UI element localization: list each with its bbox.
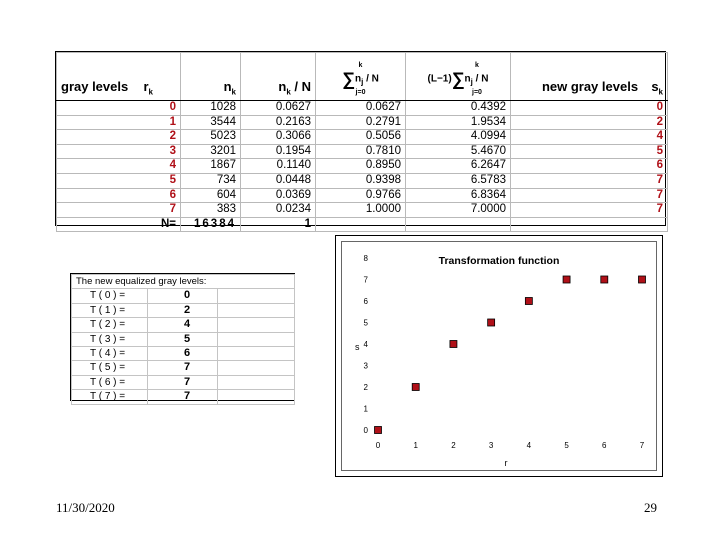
mapping-label: T ( 4 ) = <box>72 347 148 361</box>
scaled-value-cell: 0.4392 <box>406 101 511 116</box>
table-row <box>57 159 668 174</box>
header-scaled-cumulative <box>406 53 511 101</box>
cumulative-cell: 0.8950 <box>316 159 406 174</box>
pixel-count-cell: 1867 <box>181 159 241 174</box>
new-gray-level-cell: 4 <box>511 130 668 145</box>
pixel-count-cell: 3544 <box>181 115 241 130</box>
table-row <box>57 188 668 203</box>
mapping-value: 6 <box>148 347 218 361</box>
data-point <box>450 341 457 348</box>
mapping-label: T ( 0 ) = <box>72 289 148 303</box>
table-row <box>57 101 668 116</box>
cumulative-cell: 0.2791 <box>316 115 406 130</box>
data-point <box>375 427 382 434</box>
cumulative-cell: 0.0627 <box>316 101 406 116</box>
header-new-gray-levels <box>511 53 668 101</box>
data-points <box>375 276 646 434</box>
cum-sum-expr: n <box>354 74 362 85</box>
y-tick-label: 7 <box>363 275 368 285</box>
header-nkN-subscript: k <box>286 88 291 97</box>
probability-cell: 0.0369 <box>241 188 316 203</box>
equalization-table <box>55 51 666 230</box>
eq-table-row <box>72 361 295 375</box>
cumulative-sum-formula <box>342 61 379 98</box>
empty-cell <box>218 347 295 361</box>
new-gray-level-cell: 7 <box>511 188 668 203</box>
footer-date: 11/30/2020 <box>56 500 115 515</box>
cum-sum-tail: / N <box>363 74 379 85</box>
y-tick-label: 0 <box>363 426 368 435</box>
scaled-value-cell: 6.2647 <box>406 159 511 174</box>
scaled-value-cell: 6.5783 <box>406 173 511 188</box>
x-tick-label: 0 <box>375 441 381 450</box>
eq-table-row <box>72 375 295 389</box>
new-gray-level-cell: 5 <box>511 144 668 159</box>
mapping-value: 7 <box>148 361 218 375</box>
scaled-sum-formula <box>428 61 489 98</box>
table-row <box>57 115 668 130</box>
header-sk-symbol: s <box>651 79 659 95</box>
x-tick-label: 7 <box>639 441 645 450</box>
x-tick-label: 6 <box>602 441 607 450</box>
data-point <box>525 298 532 305</box>
header-sk-subscript: k <box>658 88 663 97</box>
header-rk-symbol: r <box>143 79 149 95</box>
mapping-label: T ( 6 ) = <box>72 375 148 389</box>
table-body <box>57 101 668 218</box>
mapping-value: 5 <box>148 332 218 346</box>
mapping-label: T ( 7 ) = <box>72 390 148 404</box>
table-row <box>57 203 668 218</box>
new-gray-level-cell: 7 <box>511 173 668 188</box>
y-tick-label: 8 <box>363 254 368 263</box>
table-row <box>57 130 668 145</box>
scaled-sum-lower-limit: j=0 <box>472 89 482 96</box>
total-probability: 1 <box>241 217 316 232</box>
gray-level-cell: 3 <box>57 144 181 159</box>
table-header-row <box>57 53 668 101</box>
empty-cell <box>406 217 511 232</box>
pixel-count-cell: 5023 <box>181 130 241 145</box>
gray-level-cell: 1 <box>57 115 181 130</box>
scaled-sum-upper-limit: k <box>475 62 479 70</box>
page-number: 29 <box>644 500 657 515</box>
y-tick-label: 3 <box>363 361 368 371</box>
mapping-value: 2 <box>148 303 218 317</box>
total-n: 16384 <box>181 217 241 232</box>
scaled-sum-subscript: j <box>470 78 473 87</box>
y-tick-label: 5 <box>363 318 368 328</box>
scaled-sum-tail: / N <box>472 74 489 85</box>
probability-cell: 0.3066 <box>241 130 316 145</box>
table-row <box>57 144 668 159</box>
new-gray-level-cell: 6 <box>511 159 668 174</box>
x-tick-label: 4 <box>526 441 532 450</box>
header-gray-levels-label: gray levels <box>61 79 129 95</box>
mapping-label: T ( 5 ) = <box>72 361 148 375</box>
pixel-count-cell: 734 <box>181 173 241 188</box>
chart-title: Transformation function <box>438 255 560 267</box>
empty-cell <box>511 217 668 232</box>
scaled-value-cell: 5.4670 <box>406 144 511 159</box>
new-gray-level-cell: 7 <box>511 203 668 218</box>
pixel-count-cell: 1028 <box>181 101 241 116</box>
mapping-value: 0 <box>148 289 218 303</box>
data-point <box>412 384 419 391</box>
y-axis-label: s <box>355 342 360 352</box>
eq-table-title: The new equalized gray levels: <box>72 275 295 289</box>
table-total-row <box>57 217 668 232</box>
sigma-icon: ∑ <box>342 69 355 90</box>
header-nk-subscript: k <box>231 88 236 97</box>
y-tick-label: 2 <box>363 383 368 392</box>
data-point <box>639 276 646 283</box>
cum-sum-upper-limit: k <box>358 62 363 70</box>
probability-cell: 0.0627 <box>241 101 316 116</box>
pixel-count-cell: 604 <box>181 188 241 203</box>
mapping-label: T ( 2 ) = <box>72 318 148 332</box>
gray-level-cell: 6 <box>57 188 181 203</box>
gray-level-cell: 7 <box>57 203 181 218</box>
eq-table-row <box>72 332 295 346</box>
cumulative-cell: 1.0000 <box>316 203 406 218</box>
cum-sum-lower-limit: j=0 <box>355 89 366 96</box>
cumulative-cell: 0.7810 <box>316 144 406 159</box>
sigma-icon: ∑ <box>451 69 465 90</box>
chart-area <box>341 241 657 471</box>
mapping-value: 7 <box>148 375 218 389</box>
table-row <box>57 173 668 188</box>
empty-cell <box>316 217 406 232</box>
header-nk-symbol: n <box>223 79 232 95</box>
x-tick-label: 5 <box>564 441 569 450</box>
empty-cell <box>218 375 295 389</box>
eq-table-row <box>72 318 295 332</box>
eq-table-row <box>72 289 295 303</box>
header-cumulative <box>316 53 406 101</box>
header-new-gray-levels-label: new gray levels <box>541 79 639 95</box>
y-tick-label: 1 <box>363 404 368 414</box>
header-nk-over-n <box>241 53 316 101</box>
pixel-count-cell: 3201 <box>181 144 241 159</box>
x-tick-label: 1 <box>413 441 418 450</box>
pixel-count-cell: 383 <box>181 203 241 218</box>
eq-table-body <box>72 289 295 404</box>
empty-cell <box>218 289 295 303</box>
scaled-sum-prefix: (L−1) <box>427 74 452 85</box>
cumulative-cell: 0.9766 <box>316 188 406 203</box>
eq-table-row <box>72 390 295 404</box>
empty-cell <box>218 361 295 375</box>
header-nk <box>181 53 241 101</box>
scaled-sum-expr: n <box>464 74 471 85</box>
gray-level-cell: 0 <box>57 101 181 116</box>
new-gray-level-cell: 0 <box>511 101 668 116</box>
header-rk-subscript: k <box>148 88 153 97</box>
eq-table-row <box>72 303 295 317</box>
header-nkN-symbol: n <box>278 79 287 95</box>
gray-level-cell: 5 <box>57 173 181 188</box>
eq-table-title-row <box>72 275 295 289</box>
gray-level-cell: 4 <box>57 159 181 174</box>
scaled-value-cell: 1.9534 <box>406 115 511 130</box>
empty-cell <box>218 332 295 346</box>
y-tick-label: 4 <box>363 340 368 349</box>
x-tick-label: 3 <box>488 441 494 450</box>
x-tick-label: 2 <box>451 441 456 450</box>
probability-cell: 0.1954 <box>241 144 316 159</box>
total-label: N= <box>57 217 181 232</box>
probability-cell: 0.2163 <box>241 115 316 130</box>
equalized-levels-table <box>70 273 295 401</box>
x-axis-label: r <box>504 458 508 468</box>
gray-level-cell: 2 <box>57 130 181 145</box>
scaled-value-cell: 4.0994 <box>406 130 511 145</box>
empty-cell <box>218 318 295 332</box>
probability-cell: 0.0448 <box>241 173 316 188</box>
y-tick-label: 6 <box>363 297 368 306</box>
header-nkN-tail: / N <box>290 79 311 95</box>
empty-cell <box>218 303 295 317</box>
scaled-value-cell: 7.0000 <box>406 203 511 218</box>
data-point <box>601 276 608 283</box>
cumulative-cell: 0.9398 <box>316 173 406 188</box>
new-gray-level-cell: 2 <box>511 115 668 130</box>
cum-sum-subscript: j <box>361 78 364 87</box>
header-gray-levels <box>57 53 181 101</box>
transformation-chart <box>342 242 656 470</box>
chart-frame <box>335 235 663 477</box>
scaled-value-cell: 6.8364 <box>406 188 511 203</box>
eq-table-row <box>72 347 295 361</box>
cumulative-cell: 0.5056 <box>316 130 406 145</box>
probability-cell: 0.1140 <box>241 159 316 174</box>
mapping-label: T ( 3 ) = <box>72 332 148 346</box>
mapping-value: 4 <box>148 318 218 332</box>
probability-cell: 0.0234 <box>241 203 316 218</box>
mapping-value: 7 <box>148 390 218 404</box>
data-point <box>563 276 570 283</box>
data-point <box>488 319 495 326</box>
empty-cell <box>218 390 295 404</box>
mapping-label: T ( 1 ) = <box>72 303 148 317</box>
